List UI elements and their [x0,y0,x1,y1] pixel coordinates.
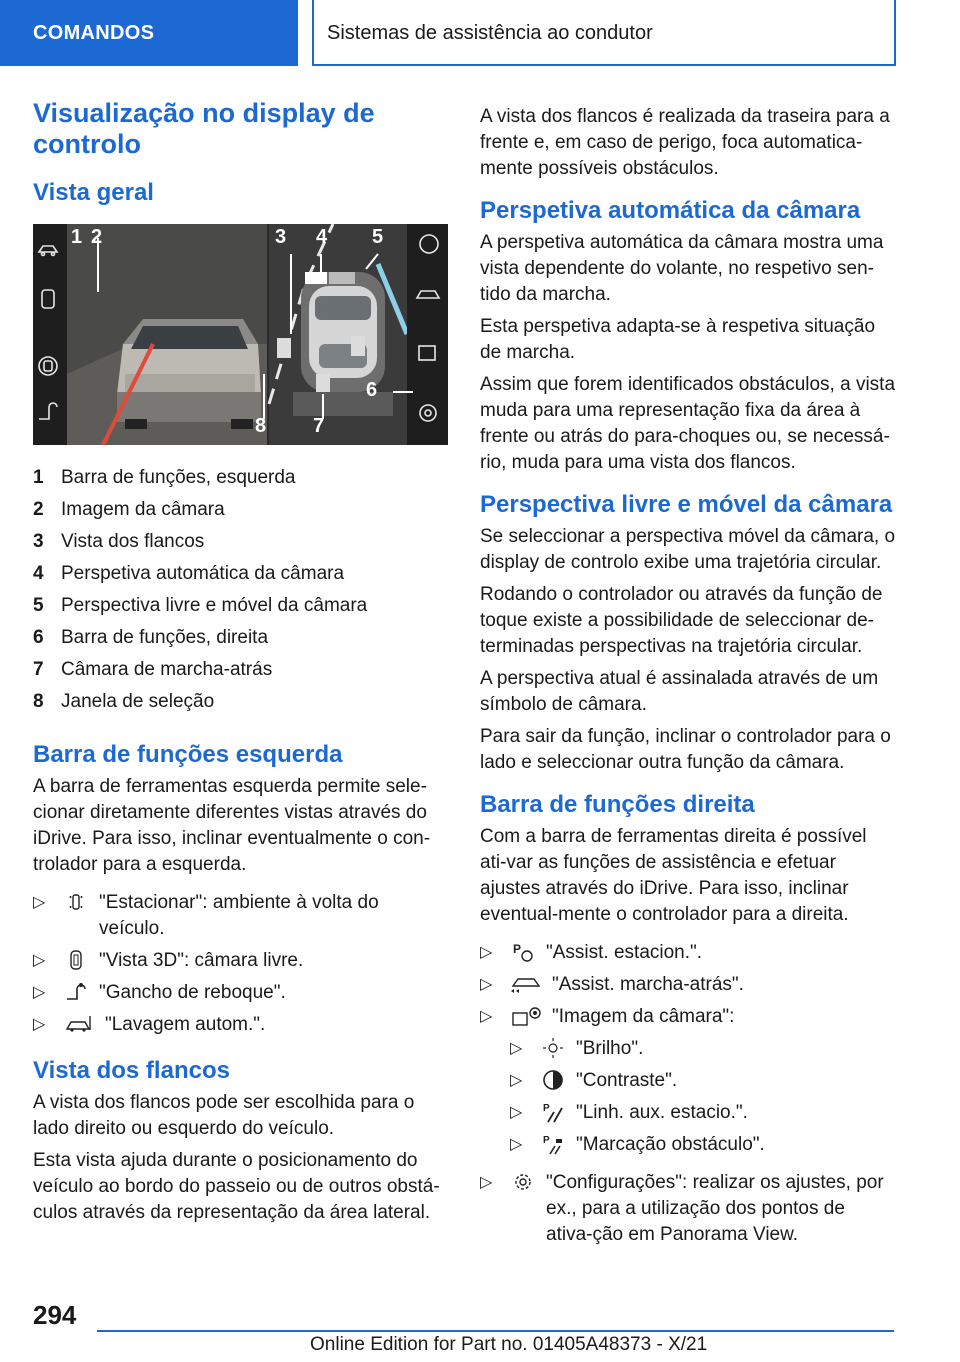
overview-heading: Vista geral [33,179,154,206]
page-title: Visualização no display de controlo [33,98,375,159]
triangle-bullet-icon: ▷ [510,1104,523,1121]
triangle-bullet-icon: ▷ [33,894,46,911]
right-bar-text: Com a barra de ferramentas direita é possível ati-var as funções de assistência e efetuar ajustes através do iDrive. Para isso, inclinar eventual-mente o controlador para a direita. [480,826,867,925]
auto-perspective-paragraph: Esta perspetiva adapta-se à respetiva situação de marcha. [480,316,876,363]
triangle-bullet-icon: ▷ [510,1136,523,1153]
auto-perspective-paragraph: Assim que forem identificados obstáculos, a vista muda para uma representação fixa da área à frente ou atrás do para-choques ou, se necessá-rio, muda para uma vista dos flancos. [480,374,896,473]
brightness-icon [538,1036,568,1060]
figure-label: 3 [275,226,287,248]
contrast-icon [538,1068,568,1092]
list-item: ▷ "Imagem da câmara": ▷ "Brilho". ▷ "Contraste". ▷ P "Linh. aux. estacio.". ▷ P "Marcação obstáculo". [480,1004,896,1164]
free-perspective-paragraph: Rodando o controlador ou através da função de toque existe a possibilidade de seleccionar de-terminadas perspectivas na trajetória circular. [480,584,883,657]
right-column [480,104,896,1266]
right-bar-list [480,940,896,1248]
figure-label: 1 [71,226,83,248]
list-item: ▷ "Lavagem autom.". [33,1012,449,1038]
list-item: ▷ "Assist. marcha-atrás". [480,972,896,998]
camera-sub-list [480,1036,896,1164]
free-perspective-paragraph: Para sair da função, inclinar o controlador para o lado e seleccionar outra função da câmara. [480,726,891,773]
list-item: ▷ P "Linh. aux. estacio.". [510,1100,896,1126]
tow-hitch-icon [61,980,91,1004]
figure-label: 2 [91,226,103,248]
figure-label: 8 [255,415,267,437]
legend-item: 4 Perspetiva automática da câmara [33,563,345,584]
svg-text:P: P [543,1103,550,1114]
list-item: ▷ "Contraste". [510,1068,896,1094]
free-perspective-heading: Perspectiva livre e móvel da câmara [480,491,893,518]
svg-text:P: P [543,1135,550,1146]
triangle-bullet-icon: ▷ [33,1016,46,1033]
footer-divider [97,1330,894,1332]
legend-item: 3 Vista dos flancos [33,531,205,552]
legend-item: 7 Câmara de marcha-atrás [33,659,273,680]
list-item: ▷ "Vista 3D": câmara livre. [33,948,449,974]
edition-text: Online Edition for Part no. 01405A48373 - X/21 [310,1334,708,1355]
triangle-bullet-icon: ▷ [480,1174,493,1191]
parking-lines-icon [538,1100,568,1124]
svg-text:P: P [513,942,522,956]
3d-view-icon [61,948,91,972]
legend-item: 6 Barra de funções, direita [33,627,269,648]
legend-item: 2 Imagem da câmara [33,499,225,520]
list-item: ▷ "Configurações": realizar os ajustes, por ex., para a utilização dos pontos de ativa-ção em Panorama View. [480,1172,884,1245]
side-view-paragraph: A vista dos flancos é realizada da traseira para a frente e, em caso de perigo, foca automatica-mente possíveis obstáculos. [480,106,890,179]
figure-legend [33,462,449,718]
side-view-heading: Vista dos flancos [33,1057,230,1084]
page-number: 294 [33,1300,77,1330]
park-assist-icon [508,940,538,964]
list-item: ▷ P "Marcação obstáculo". [510,1132,896,1158]
side-view-paragraph: A vista dos flancos pode ser escolhida para o lado direito ou esquerdo do veículo. [33,1092,415,1139]
list-item: ▷ "Brilho". [510,1036,896,1062]
triangle-bullet-icon: ▷ [480,944,493,961]
left-column [33,98,449,1232]
triangle-bullet-icon: ▷ [33,952,46,969]
triangle-bullet-icon: ▷ [510,1040,523,1057]
free-perspective-paragraph: A perspectiva atual é assinalada através de um símbolo de câmara. [480,668,879,715]
figure-label: 5 [372,226,384,248]
figure-label: 7 [313,415,325,437]
list-item: ▷ "Estacionar": ambiente à volta do veículo. [33,892,379,939]
left-bar-text: A barra de ferramentas esquerda permite sele-cionar diretamente diferentes vistas através do iDrive. Para isso, inclinar eventualmente o con-trolador para a esquerda. [33,776,431,875]
camera-display-figure [33,224,448,445]
parking-sensor-icon [61,890,91,914]
reverse-assist-icon [508,972,544,996]
car-wash-icon [61,1012,97,1036]
right-bar-heading: Barra de funções direita [480,791,755,818]
settings-gear-icon [508,1170,538,1194]
list-item: ▷ P "Assist. estacion.". [480,940,896,966]
page-header [0,0,960,66]
camera-settings-icon [508,1004,544,1028]
figure-label: 6 [366,379,378,401]
obstacle-marking-icon [538,1132,568,1156]
free-perspective-paragraph: Se seleccionar a perspectiva móvel da câmara, o display de controlo exibe uma trajetória circular. [480,526,896,573]
figure-label: 4 [316,226,328,248]
triangle-bullet-icon: ▷ [510,1072,523,1089]
legend-item: 8 Janela de seleção [33,691,215,712]
chapter-title: Sistemas de assistência ao condutor [312,0,896,66]
legend-item: 1 Barra de funções, esquerda [33,467,296,488]
section-tab: COMANDOS [0,0,298,66]
auto-perspective-paragraph: A perspetiva automática da câmara mostra uma vista dependente do volante, no respetivo sen-tido da marcha. [480,232,884,305]
legend-item: 5 Perspectiva livre e móvel da câmara [33,595,368,616]
side-view-paragraph: Esta vista ajuda durante o posicionamento do veículo ao bordo do passeio ou de outros obstá-culos através da representação da área lateral. [33,1150,440,1223]
left-bar-heading: Barra de funções esquerda [33,741,343,768]
left-bar-list [33,890,449,1038]
triangle-bullet-icon: ▷ [33,984,46,1001]
list-item: ▷ "Gancho de reboque". [33,980,449,1006]
triangle-bullet-icon: ▷ [480,976,493,993]
auto-perspective-heading: Perspetiva automática da câmara [480,197,861,224]
triangle-bullet-icon: ▷ [480,1008,493,1025]
